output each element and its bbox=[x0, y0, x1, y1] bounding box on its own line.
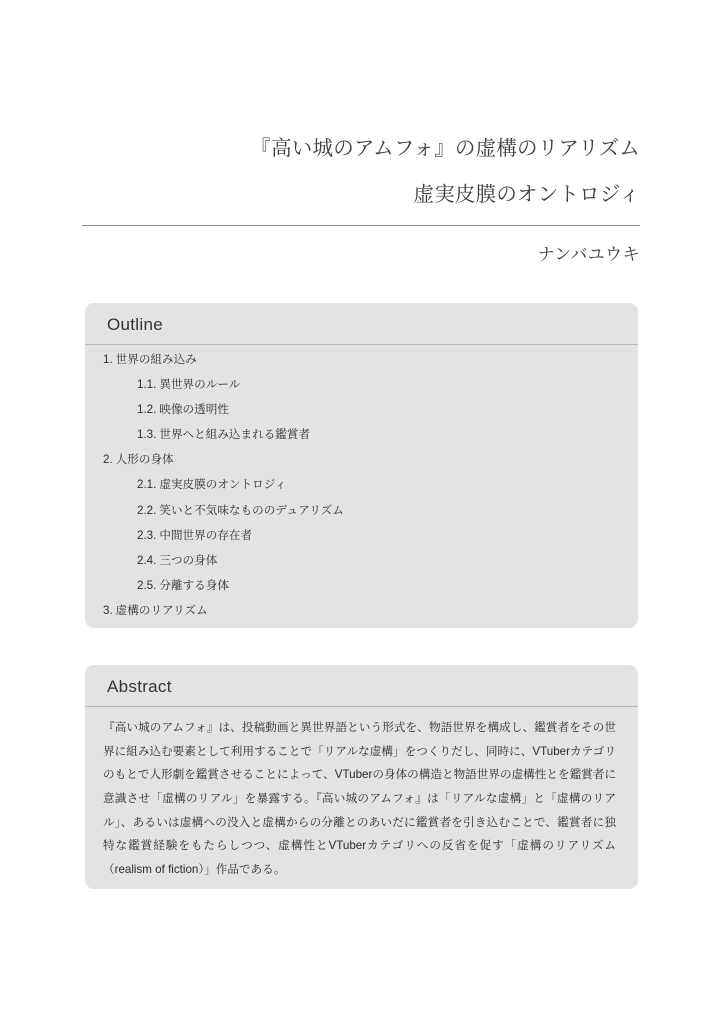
page-subtitle: 虚実皮膜のオントロジィ bbox=[413, 182, 640, 206]
outline-item-number: 3. bbox=[103, 603, 113, 617]
outline-item-number: 1.1. bbox=[137, 378, 157, 392]
outline-item-2-1[interactable] bbox=[103, 479, 616, 491]
outline-item-label: 中間世界の存在者 bbox=[159, 528, 253, 542]
outline-list bbox=[103, 354, 616, 617]
page-title: 『高い城のアムフォ』の虚構のリアリズム bbox=[250, 137, 640, 160]
outline-item-number: 2. bbox=[103, 453, 113, 467]
outline-item-label: 世界の組み込み bbox=[115, 353, 197, 366]
outline-item-2-3[interactable] bbox=[103, 530, 616, 542]
outline-item-1-3[interactable] bbox=[103, 429, 616, 441]
outline-item-label: 異世界のルール bbox=[159, 378, 241, 392]
outline-item-number: 2.3. bbox=[137, 528, 157, 542]
outline-panel-header: Outline bbox=[107, 315, 163, 334]
outline-item-label: 虚実皮膜のオントロジィ bbox=[159, 478, 287, 492]
outline-item-number: 1.2. bbox=[137, 403, 157, 417]
abstract-panel bbox=[85, 665, 638, 889]
abstract-text: 『高い城のアムフォ』は、投稿動画と異世界語という形式を、物語世界を構成し、鑑賞者をその世界に組み込む要素として利用することで「リアルな虚構」をつくりだし、同時に、VTuberカテゴリのもとで人形劇を鑑賞させることによって、VTuberの身体の構造と物語世界の虚構性とを鑑賞者に意識させ「虚構のリアル」を暴露する。『高い城のアムフォ』は「リアルな虚構」と「虚構のリアル」、あるいは虚構への没入と虚構からの分離とのあいだに鑑賞者を引き込むことで、鑑賞者に独特な鑑賞経験をもたらしつつ、虚構性とVTuberカテゴリへの反省を促す「虚構のリアリズム（realism of fiction）」作品である。 bbox=[103, 721, 616, 876]
outline-panel-body bbox=[85, 345, 638, 644]
outline-item-2-4[interactable] bbox=[103, 555, 616, 567]
outline-item-number: 2.4. bbox=[137, 553, 157, 567]
outline-item-number: 1. bbox=[103, 353, 113, 366]
outline-item-3[interactable] bbox=[103, 605, 616, 617]
outline-item-2[interactable] bbox=[103, 454, 616, 466]
abstract-panel-body bbox=[85, 707, 638, 895]
outline-item-label: 笑いと不気味なもののデュアリズム bbox=[159, 503, 344, 517]
outline-item-2-2[interactable] bbox=[103, 505, 616, 517]
outline-item-number: 2.5. bbox=[137, 578, 157, 592]
outline-item-1[interactable] bbox=[103, 354, 616, 366]
outline-item-1-2[interactable] bbox=[103, 404, 616, 416]
outline-item-number: 1.3. bbox=[137, 428, 157, 442]
outline-item-number: 2.2. bbox=[137, 503, 157, 517]
outline-item-label: 三つの身体 bbox=[159, 553, 218, 567]
outline-item-2-5[interactable] bbox=[103, 580, 616, 592]
outline-item-label: 人形の身体 bbox=[115, 453, 174, 467]
title-block bbox=[82, 132, 640, 212]
outline-item-label: 世界へと組み込まれる鑑賞者 bbox=[159, 428, 311, 442]
outline-item-label: 映像の透明性 bbox=[159, 403, 229, 417]
author-name: ナンバユウキ bbox=[537, 245, 640, 264]
outline-item-number: 2.1. bbox=[137, 478, 157, 492]
outline-item-1-1[interactable] bbox=[103, 379, 616, 391]
outline-item-label: 虚構のリアリズム bbox=[115, 603, 208, 617]
outline-item-label: 分離する身体 bbox=[159, 578, 229, 592]
abstract-panel-header: Abstract bbox=[107, 677, 172, 696]
outline-panel bbox=[85, 303, 638, 628]
title-divider-rule bbox=[82, 225, 640, 226]
